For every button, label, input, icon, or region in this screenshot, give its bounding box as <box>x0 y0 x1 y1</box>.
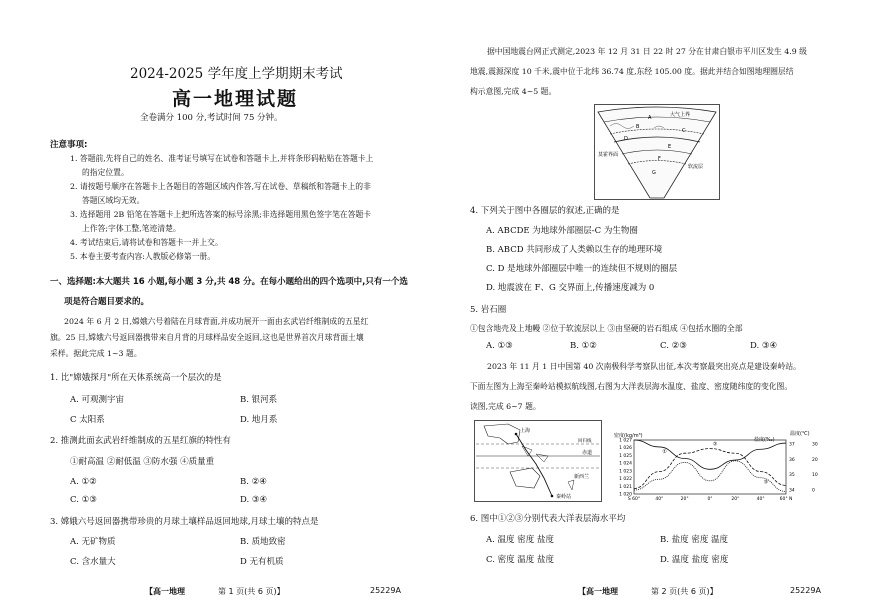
q1-option-b[interactable]: B. 银河系 <box>240 395 278 405</box>
intro-line: 构示意图,完成 4~5 题。 <box>470 87 557 96</box>
q2-option-b[interactable]: B. ②④ <box>240 477 267 487</box>
latitude-tick-label: 0° <box>707 497 713 502</box>
q4-option-c[interactable]: C. D 是地球外部圈层中唯一的连续但不规则的圈层 <box>486 264 678 274</box>
note-line: 答题区域均无效。 <box>82 196 145 205</box>
latitude-tick-label: S 60° <box>627 497 641 502</box>
density-tick-label: 1 024 <box>619 461 632 467</box>
series-line-3 <box>634 461 786 492</box>
question-3: 3. 嫦娥六号返回器携带珍贵的月球土壤样品返回地球,月球土壤的特点是 <box>50 517 319 527</box>
q1-option-c[interactable]: C 太阳系 <box>70 415 105 425</box>
footer-code: 25229A <box>790 586 821 595</box>
question-6: 6. 图中①②③分别代表大洋表层海水平均 <box>470 514 626 524</box>
passage-line: 2023 年 11 月 1 日中国第 40 次南极科学考察队出征,本次考察最突出亮点是建设秦岭站。 <box>487 362 801 371</box>
label-a: A <box>648 115 652 121</box>
route-map <box>474 420 602 502</box>
q4-option-d[interactable]: D. 地震波在 F、G 交界面上,传播速度减为 0 <box>486 283 655 293</box>
label-moho: 莫霍界面 <box>598 152 619 158</box>
series-label-1: ① <box>662 448 667 455</box>
map-label-shanghai: 上海 <box>520 428 531 434</box>
q5-option-a[interactable]: A. ①③ <box>486 341 513 351</box>
footer-page: 第 2 页(共 6 页)】 <box>651 587 718 596</box>
map-label-equator: 赤道 <box>582 450 593 456</box>
chart-density-label: 密度(kg/m³) <box>614 433 643 439</box>
density-tick-label: 1 023 <box>619 469 632 475</box>
chart-salinity-label: 盐度(‰) <box>754 437 775 443</box>
latitude-tick-label: 20° <box>680 497 689 502</box>
exam-title: 2024-2025 学年度上学期期末考试 <box>130 66 343 82</box>
q5-option-b[interactable]: B. ①② <box>570 341 597 351</box>
density-tick-label: 1 020 <box>619 492 632 498</box>
density-tick-label: 1 027 <box>619 438 632 444</box>
temperature-tick-label: 20 <box>812 457 818 463</box>
label-g: G <box>652 170 656 176</box>
note-line: 上作答;字体工整,笔迹清楚。 <box>82 224 181 233</box>
section-heading-cont: 项是符合题目要求的。 <box>64 297 150 307</box>
chart-temperature-label: 温度(℃) <box>790 431 810 437</box>
density-tick-label: 1 022 <box>619 477 632 483</box>
passage-line: 采样。据此完成 1~3 题。 <box>50 349 142 358</box>
earth-layers-diagram <box>594 104 720 200</box>
q2-option-a[interactable]: A. ①② <box>70 477 97 487</box>
note-line: 的指定位置。 <box>82 168 129 177</box>
temperature-tick-label: 0 <box>812 488 815 494</box>
passage-line: 下面左图为上海至秦岭站模拟航线图,右图为大洋表层海水温度、盐度、密度随纬度的变化图。 <box>470 382 793 391</box>
label-atmosphere-top: 大气上界 <box>670 112 691 118</box>
intro-line: 地震,震源深度 10 千米,震中位于北纬 36.74 度,东经 105.00 度。据此并结合如图地理圈层结 <box>470 67 794 76</box>
temperature-tick-label: 30 <box>812 442 818 448</box>
q3-option-a[interactable]: A. 无矿物质 <box>70 537 116 547</box>
q5-items: ①包含地壳及上地幔 ②位于软流层以上 ③由坚硬的岩石组成 ④包括水圈的全部 <box>470 324 743 333</box>
q5-option-c[interactable]: C. ②③ <box>660 341 687 351</box>
note-line: 5. 本卷主要考查内容:人教版必修第一册。 <box>70 252 216 261</box>
footer-subject: 【高一地理 <box>145 587 185 596</box>
density-tick-label: 1 025 <box>619 453 632 459</box>
q6-option-a[interactable]: A. 温度 密度 盐度 <box>486 535 554 545</box>
question-4: 4. 下列关于图中各圈层的叙述,正确的是 <box>470 206 620 216</box>
passage-line: 2024 年 6 月 2 日,嫦娥六号着陆在月球背面,并成功展开一面由玄武岩纤维制成的五星红 <box>64 317 369 326</box>
q6-option-d[interactable]: D. 温度 盐度 密度 <box>660 555 729 565</box>
q3-option-b[interactable]: B. 质地致密 <box>240 537 286 547</box>
q2-option-c[interactable]: C. ①③ <box>70 495 97 505</box>
ocean-property-chart <box>604 430 828 506</box>
series-label-3: ③ <box>763 479 769 486</box>
q3-option-d[interactable]: D 无有机质 <box>240 557 284 567</box>
q6-option-b[interactable]: B. 盐度 密度 温度 <box>660 535 729 545</box>
q3-option-c[interactable]: C. 含水量大 <box>70 557 116 567</box>
question-5: 5. 岩石圈 <box>470 305 507 315</box>
salinity-tick-label: 37 <box>789 442 795 448</box>
series-label-2: ② <box>713 441 718 448</box>
q4-option-b[interactable]: B. ABCD 共同形成了人类赖以生存的地理环境 <box>486 245 663 255</box>
map-label-tropic: 回归线 <box>578 439 592 444</box>
note-line: 3. 选择题用 2B 铅笔在答题卡上把所选答案的标号涂黑;非选择题用黑色签字笔在答题卡 <box>70 210 372 219</box>
q1-option-a[interactable]: A. 可观测宇宙 <box>70 395 125 405</box>
q2-items: ①耐高温 ②耐低温 ③防水强 ④质量重 <box>70 457 215 467</box>
footer-page: 第 1 页(共 6 页)】 <box>218 587 285 596</box>
footer-subject: 【高一地理 <box>578 587 618 596</box>
map-label-new-zealand: 新西兰 <box>574 474 590 480</box>
q1-option-d[interactable]: D. 地月系 <box>240 415 278 425</box>
footer-code: 25229A <box>370 586 401 595</box>
label-e: E <box>668 144 672 150</box>
exam-meta: 全卷满分 100 分,考试时间 75 分钟。 <box>140 113 283 123</box>
q6-option-c[interactable]: C. 密度 温度 盐度 <box>486 555 555 565</box>
intro-line: 据中国地震台网正式测定,2023 年 12 月 31 日 22 时 27 分在甘肃白银市平川区发生 4.9 级 <box>487 47 807 56</box>
label-d: D <box>624 136 628 142</box>
density-tick-label: 1 021 <box>619 484 632 490</box>
question-1: 1. 比"嫦娥探月"所在天体系统高一个层次的是 <box>50 373 222 383</box>
salinity-tick-label: 36 <box>789 457 795 463</box>
q2-option-d[interactable]: D. ③④ <box>240 495 268 505</box>
passage-line: 读图,完成 6~7 题。 <box>470 402 541 411</box>
note-line: 1. 答题前,先将自己的姓名、准考证号填写在试卷和答题卡上,并将条形码粘贴在答题卡上 <box>70 154 374 163</box>
map-label-qinling-station: 秦岭站 <box>556 494 572 500</box>
passage-line: 旗。25 日,嫦娥六号返回器携带来自月背的月球样品安全返回,这也是世界首次月球背面土壤 <box>50 333 364 342</box>
series-line-1 <box>634 440 786 469</box>
latitude-tick-label: 40° <box>655 497 664 502</box>
q4-option-a[interactable]: A. ABCDE 为地球外部圈层-C 为生物圈 <box>486 226 638 236</box>
section-heading: 一、选择题:本大题共 16 小题,每小题 3 分,共 48 分。在每小题给出的四个选项中,只有一个选 <box>50 277 408 287</box>
label-asthenosphere: 软流层 <box>688 164 704 170</box>
latitude-tick-label: 40° <box>756 497 765 502</box>
note-line: 2. 请按题号顺序在答题卡上各题目的答题区域内作答,写在试卷、草稿纸和答题卡上的非 <box>70 182 371 191</box>
salinity-tick-label: 34 <box>789 488 795 494</box>
latitude-tick-label: 60° N <box>779 497 793 502</box>
note-line: 4. 考试结束后,请将试卷和答题卡一并上交。 <box>70 238 223 247</box>
label-c: C <box>682 128 686 134</box>
label-b: B <box>636 124 640 130</box>
latitude-tick-label: 20° <box>731 497 740 502</box>
label-f: F <box>658 156 661 162</box>
notes-heading: 注意事项: <box>50 140 88 150</box>
question-2: 2. 推测此面玄武岩纤维制成的五星红旗的特性有 <box>50 436 231 446</box>
temperature-tick-label: 10 <box>812 473 818 479</box>
density-tick-label: 1 026 <box>619 446 632 452</box>
q5-option-d[interactable]: D. ③④ <box>750 341 778 351</box>
chart-plot-area <box>634 440 786 494</box>
salinity-tick-label: 35 <box>789 473 795 479</box>
subject-title: 高一地理试题 <box>172 88 299 110</box>
